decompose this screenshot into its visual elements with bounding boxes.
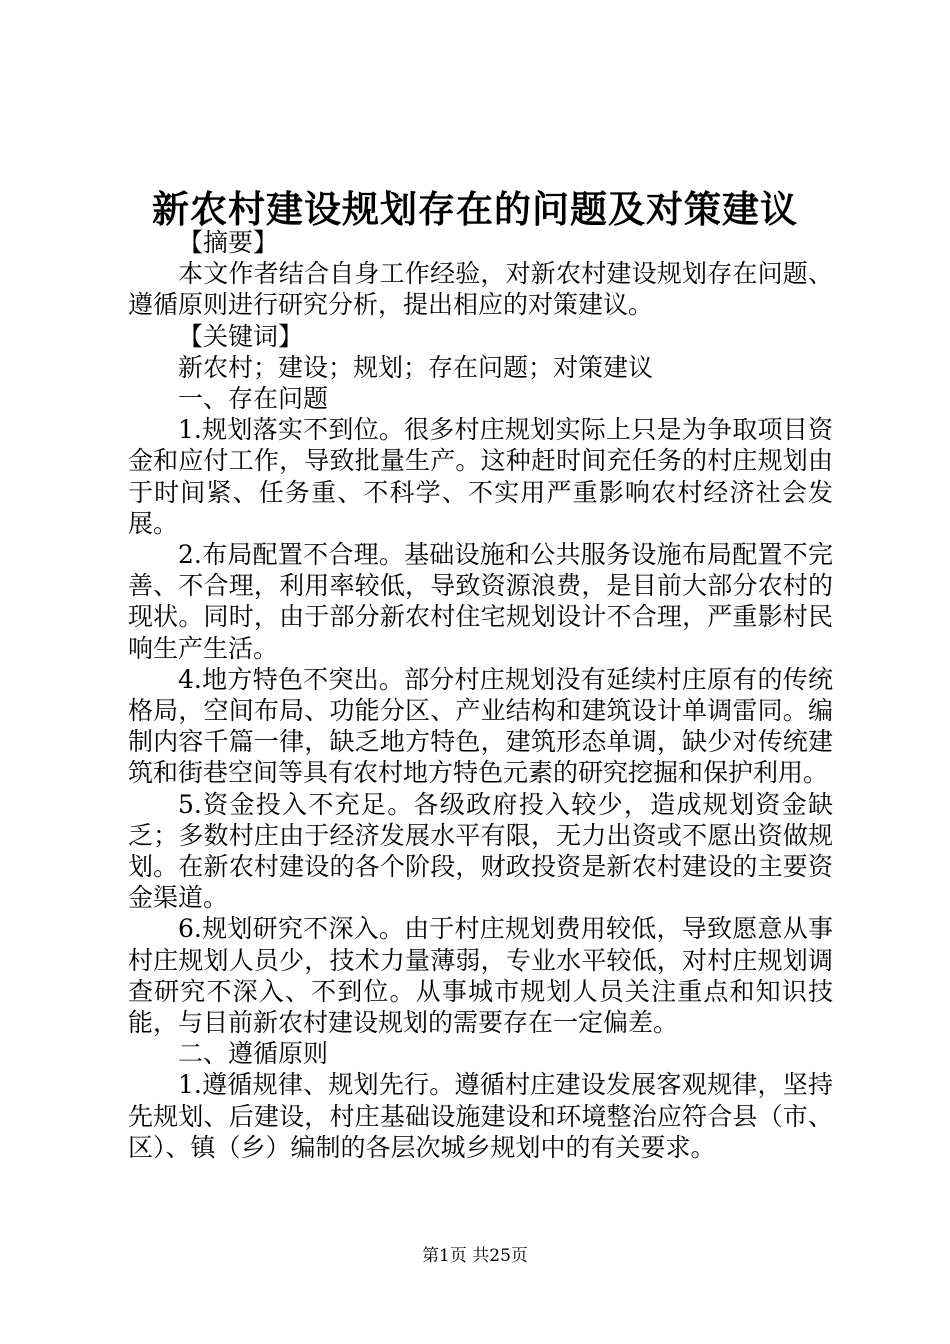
abstract-text: 本文作者结合自身工作经验，对新农村建设规划存在问题、遵循原则进行研究分析，提出相应的对策建议。: [128, 259, 833, 320]
paragraph-problem-1: 1.规划落实不到位。很多村庄规划实际上只是为争取项目资金和应付工作，导致批量生产。这种赶时间充任务的村庄规划由于时间紧、任务重、不科学、不实用严重影响农村经济社会发展。: [128, 415, 833, 538]
section-heading-problems: 一、存在问题: [178, 384, 329, 414]
paragraph-problem-5: 5.资金投入不充足。各级政府投入较少，造成规划资金缺乏；多数村庄由于经济发展水平有限，无力出资或不愿出资做规划。在新农村建设的各个阶段，财政投资是新农村建设的主要资金渠道。: [128, 789, 833, 913]
paragraph-principle-1: 1.遵循规律、规划先行。遵循村庄建设发展客观规律，坚持先规划、后建设，村庄基础设施建设和环境整治应符合县（市、区）、镇（乡）编制的各层次城乡规划中的有关要求。: [128, 1070, 833, 1162]
keywords-text: 新农村；建设；规划；存在问题；对策建议: [178, 352, 654, 382]
keywords-heading: 【关键词】: [178, 321, 304, 351]
paragraph-problem-6: 6.规划研究不深入。由于村庄规划费用较低，导致愿意从事村庄规划人员少，技术力量薄弱，专业水平较低，对村庄规划调查研究不深入、不到位。从事城市规划人员关注重点和知识技能，与目前新农村建设规划的需要存在一定偏差。: [128, 914, 833, 1038]
section-heading-principles: 二、遵循原则: [178, 1039, 329, 1069]
paragraph-problem-2: 2.布局配置不合理。基础设施和公共服务设施布局配置不完善、不合理，利用率较低，导致资源浪费，是目前大部分农村的现状。同时，由于部分新农村住宅规划设计不合理，严重影村民响生产生活。: [128, 540, 833, 663]
abstract-heading: 【摘要】: [178, 228, 279, 257]
page-footer: 第1页 共25页: [422, 1246, 528, 1266]
paragraph-problem-4: 4.地方特色不突出。部分村庄规划没有延续村庄原有的传统格局，空间布局、功能分区、产业结构和建筑设计单调雷同。编制内容千篇一律，缺乏地方特色，建筑形态单调，缺少对传统建筑和街巷空间等具有农村地方特色元素的研究挖掘和保护利用。: [128, 664, 833, 788]
document-body: [128, 227, 833, 1163]
document-title: 新农村建设规划存在的问题及对策建议: [152, 187, 798, 231]
